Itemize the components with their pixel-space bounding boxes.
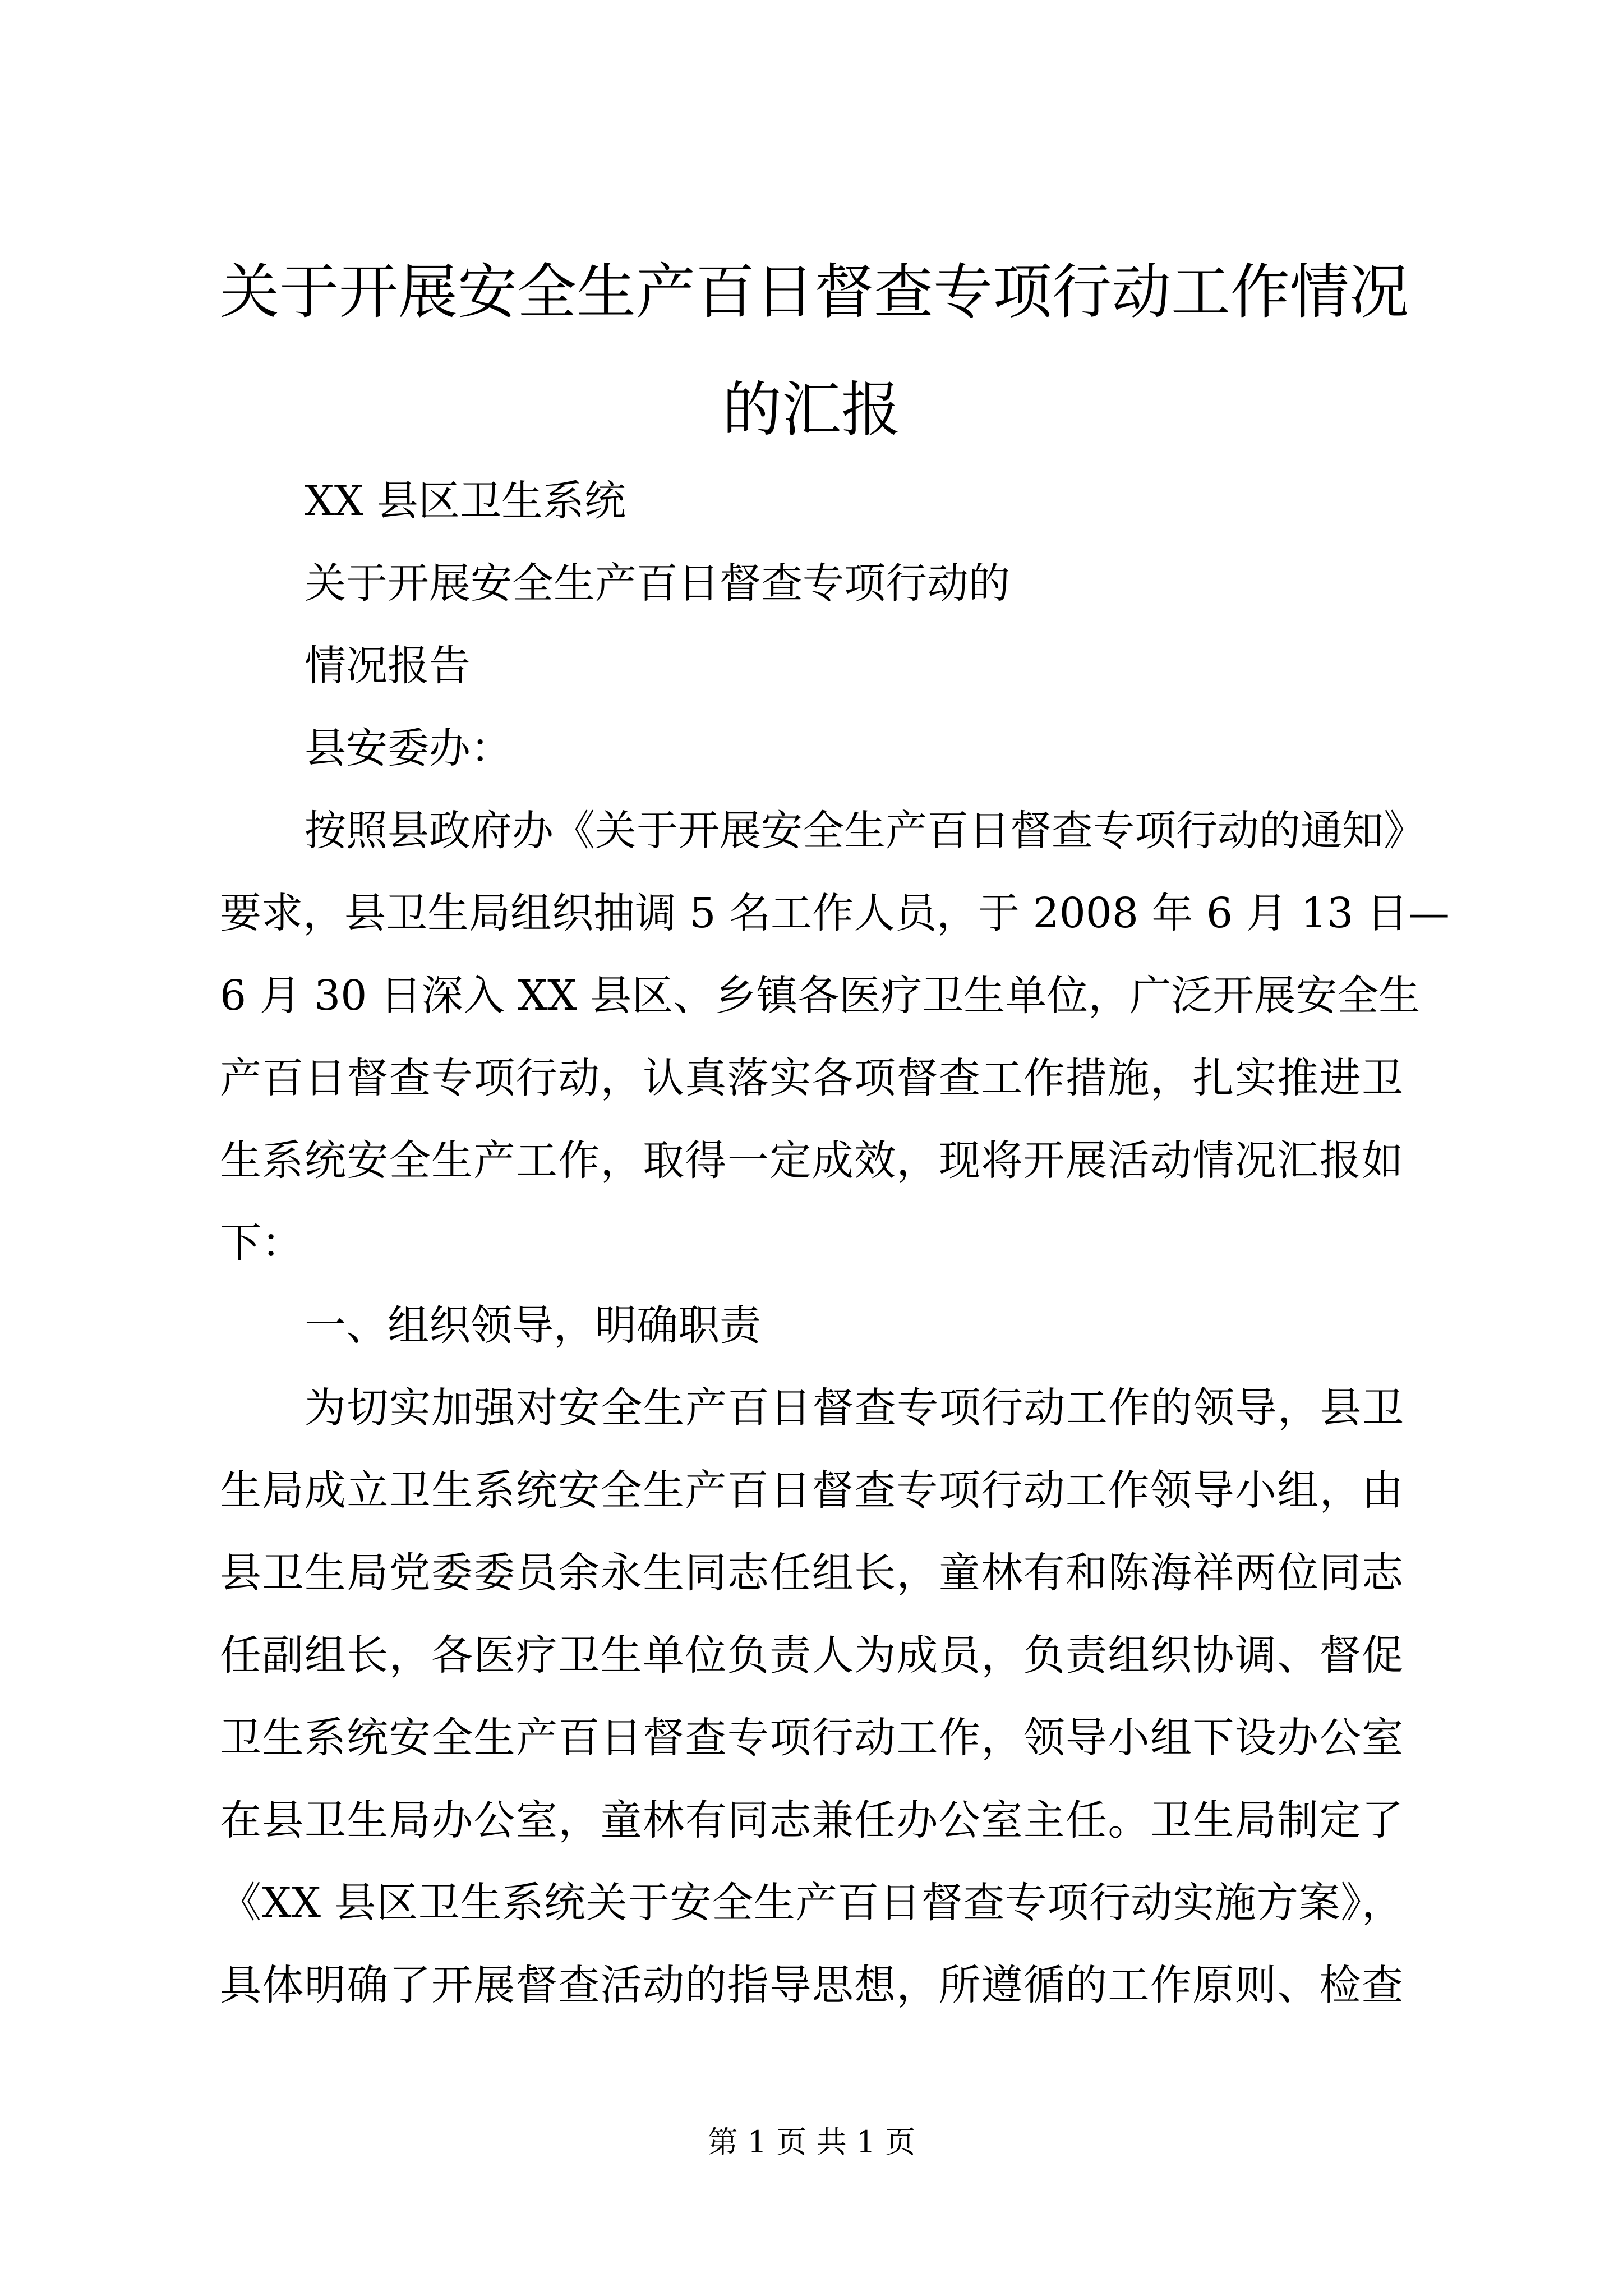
paragraph-2-line-8: 具体明确了开展督查活动的指导思想，所遵循的工作原则、检查 xyxy=(220,1961,1403,2009)
paragraph-2-line-5: 卫生系统安全生产百日督查专项行动工作，领导小组下设办公室 xyxy=(220,1714,1403,1762)
paragraph-2-line-2: 生局成立卫生系统安全生产百日督查专项行动工作领导小组，由 xyxy=(220,1466,1403,1515)
paragraph-2-line-4: 任副组长，各医疗卫生单位负责人为成员，负责组织协调、督促 xyxy=(220,1631,1403,1680)
paragraph-1-line-4: 产百日督查专项行动，认真落实各项督查工作措施，扎实推进卫 xyxy=(220,1054,1403,1102)
page-number-footer: 第 1 页 共 1 页 xyxy=(707,2124,916,2160)
paragraph-1-line-5: 生系统安全生产工作，取得一定成效，现将开展活动情况汇报如 xyxy=(220,1137,1403,1185)
section-1-heading: 一、组织领导，明确职责 xyxy=(305,1301,761,1350)
paragraph-1-line-2: 要求，县卫生局组织抽调 5 名工作人员，于 2008 年 6 月 13 日— xyxy=(220,889,1450,937)
salutation: 县安委办： xyxy=(305,724,512,772)
paragraph-2-line-3: 县卫生局党委委员余永生同志任组长，童林有和陈海祥两位同志 xyxy=(220,1549,1403,1597)
subheading-line-3: 情况报告 xyxy=(305,642,471,690)
subheading-line-2: 关于开展安全生产百日督查专项行动的 xyxy=(305,559,1010,608)
document-title-line-2: 的汇报 xyxy=(722,375,901,444)
paragraph-1-line-6: 下： xyxy=(220,1219,303,1267)
document-title-line-1: 关于开展安全生产百日督查专项行动工作情况 xyxy=(220,257,1409,326)
subheading-line-1: XX 县区卫生系统 xyxy=(305,477,626,525)
paragraph-2-line-7: 《XX 县区卫生系统关于安全生产百日督查专项行动实施方案》， xyxy=(220,1879,1403,1927)
paragraph-1-line-1: 按照县政府办《关于开展安全生产百日督查专项行动的通知》 xyxy=(305,807,1425,855)
paragraph-2-line-1: 为切实加强对安全生产百日督查专项行动工作的领导，县卫 xyxy=(305,1384,1404,1432)
paragraph-1-line-3: 6 月 30 日深入 XX 县区、乡镇各医疗卫生单位，广泛开展安全生 xyxy=(220,972,1421,1020)
paragraph-2-line-6: 在县卫生局办公室，童林有同志兼任办公室主任。卫生局制定了 xyxy=(220,1796,1403,1844)
